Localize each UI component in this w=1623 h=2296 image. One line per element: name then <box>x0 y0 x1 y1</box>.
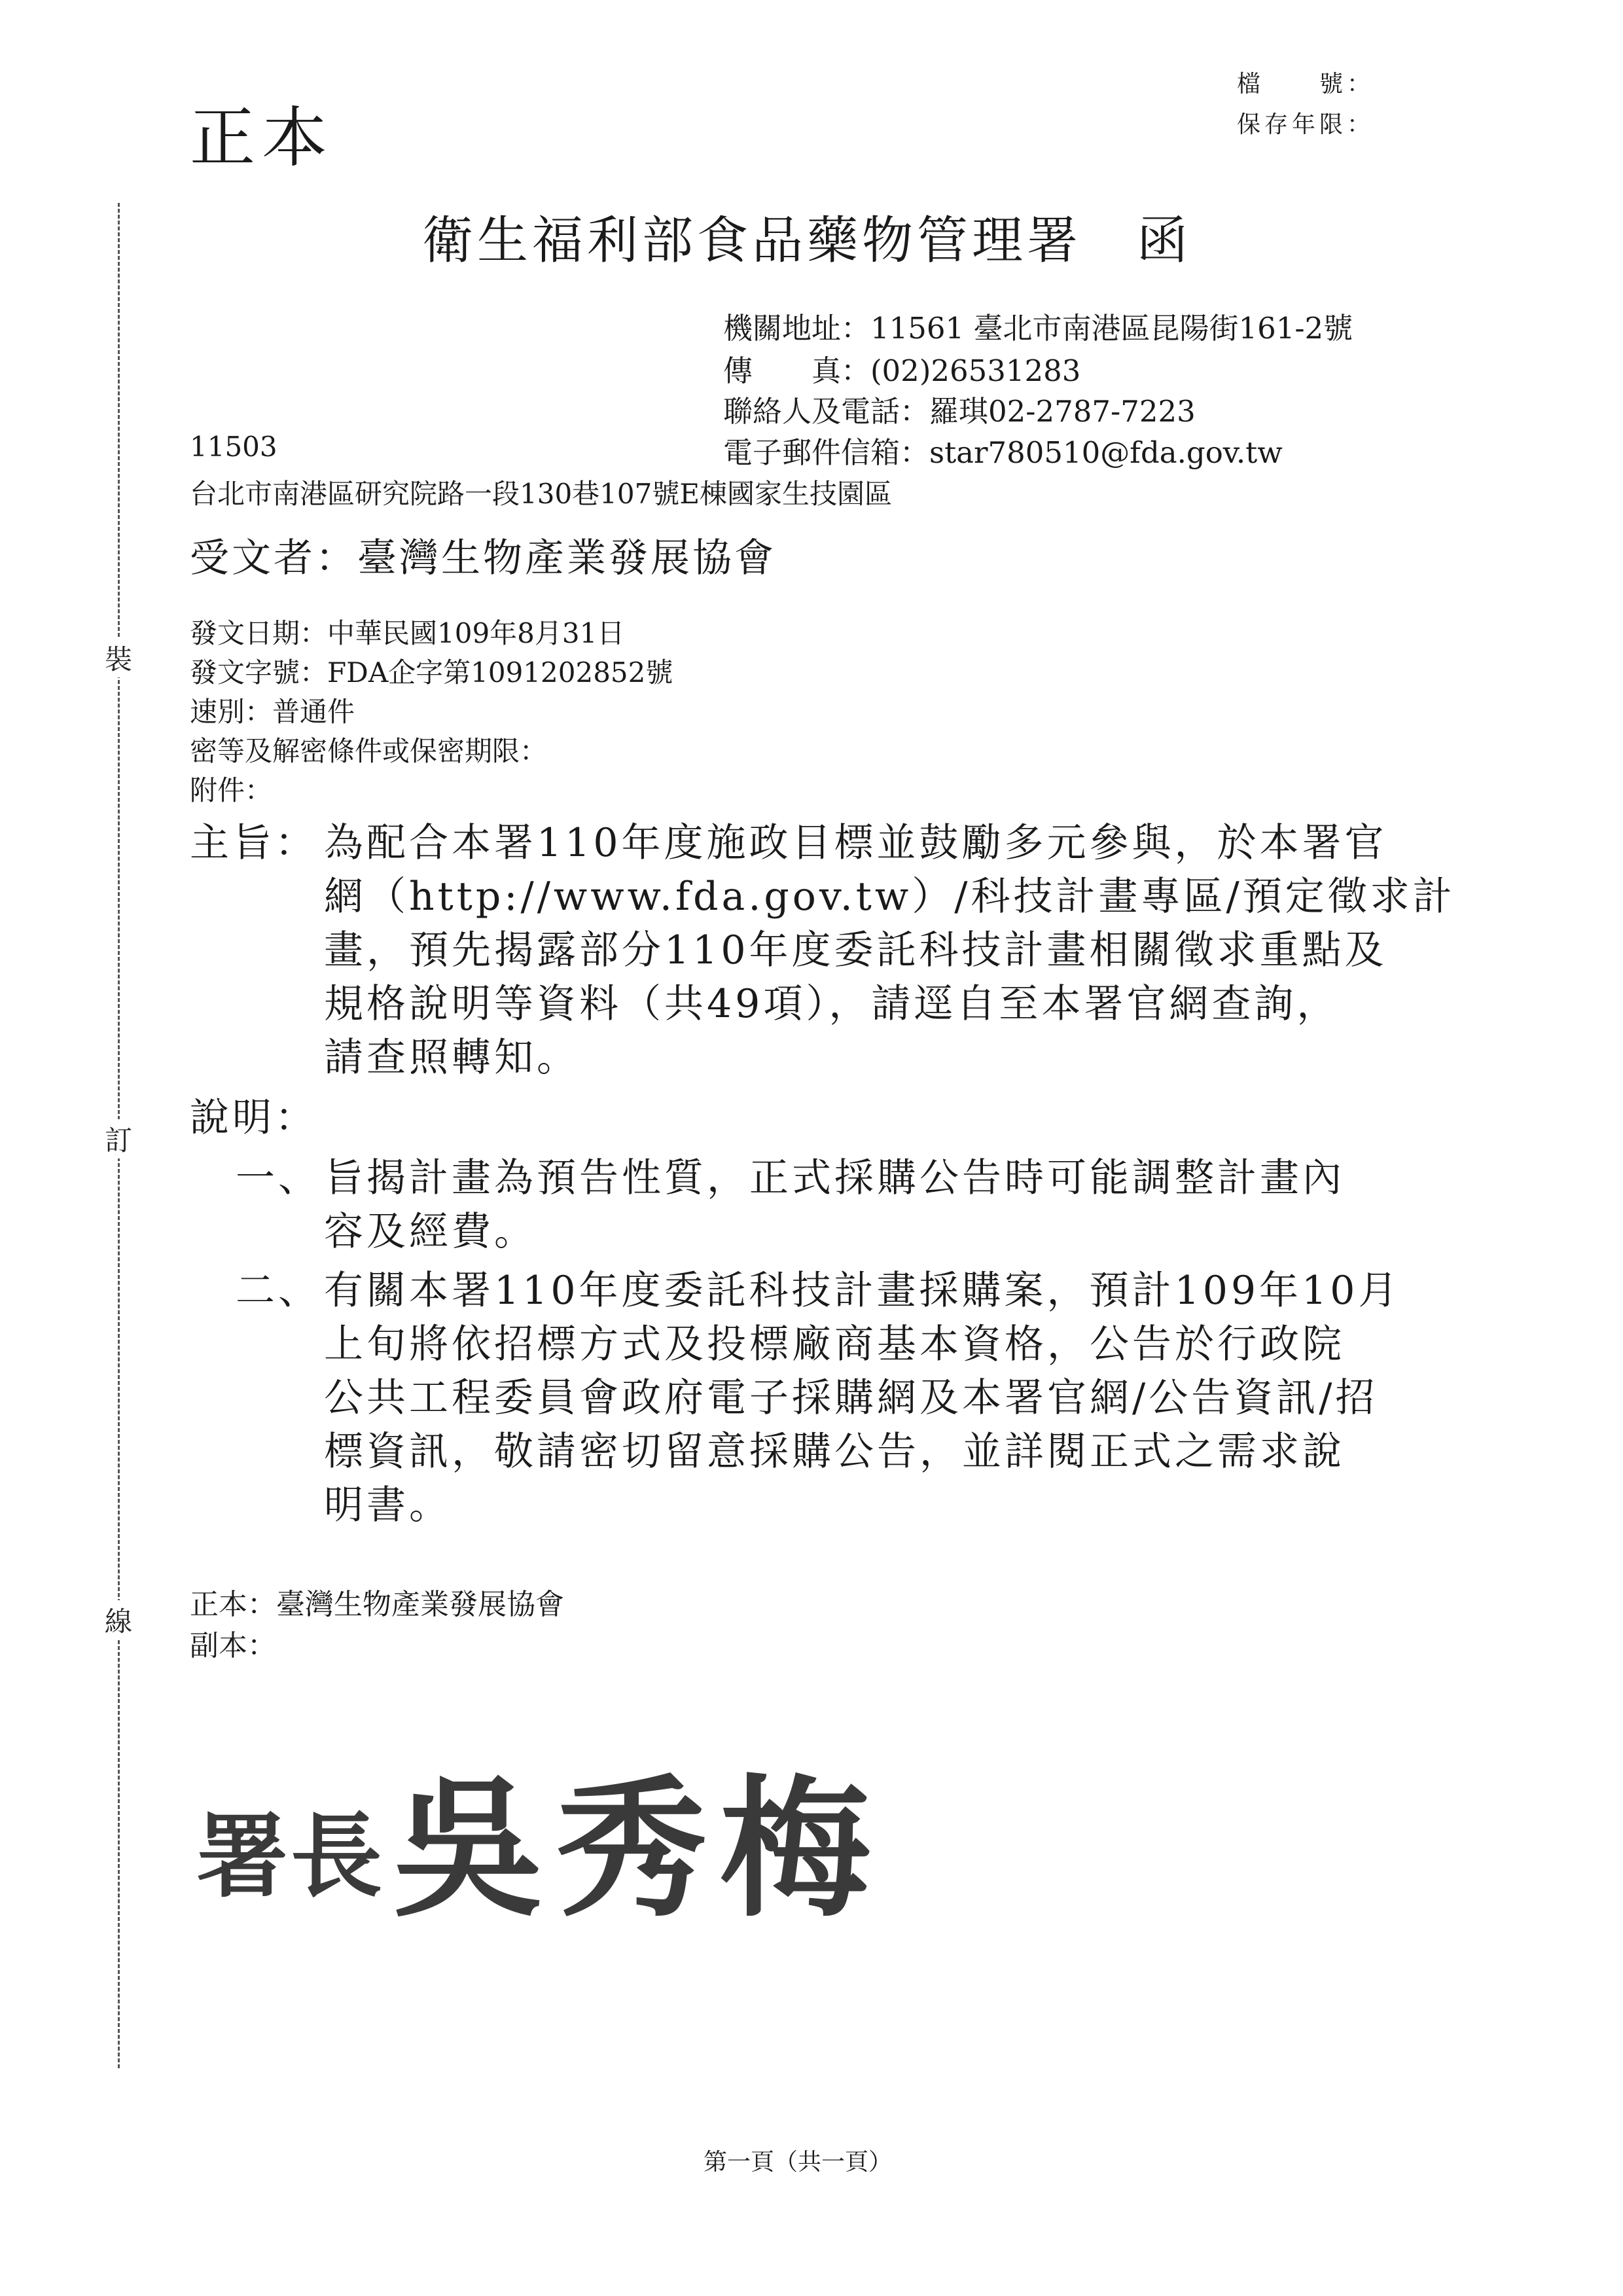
explanation-line: 容及經費。 <box>324 1209 537 1255</box>
explanation-label: 說明： <box>190 1095 317 1141</box>
document-number: 發文字號：FDA企字第1091202852號 <box>190 656 673 689</box>
explanation-line: 有關本署110年度委託科技計畫採購案，預計109年10月 <box>324 1268 1401 1314</box>
agency-contact: 聯絡人及電話：羅琪02-2787-7223 <box>723 394 1196 429</box>
director-signature-stamp <box>190 1754 910 1931</box>
signature-title: 署長 <box>196 1803 385 1910</box>
recipient-postcode: 11503 <box>190 431 277 463</box>
copy-recipient: 副本： <box>190 1629 276 1662</box>
subject-line: 請查照轉知。 <box>324 1035 579 1081</box>
document-title: 衛生福利部食品藥物管理署 函 <box>422 211 1192 270</box>
explanation-item-marker: 二、 <box>236 1268 321 1314</box>
delivery-speed: 速別：普通件 <box>190 696 355 728</box>
explanation-line: 上旬將依招標方式及投標廠商基本資格，公告於行政院 <box>324 1321 1345 1367</box>
agency-address: 機關地址：11561 臺北市南港區昆陽街161-2號 <box>723 311 1353 346</box>
subject-line: 網（http://www.fda.gov.tw）/科技計畫專區/預定徵求計 <box>324 874 1455 920</box>
confidentiality: 密等及解密條件或保密期限： <box>190 735 548 767</box>
explanation-item-marker: 一、 <box>236 1155 321 1201</box>
explanation-line: 標資訊，敬請密切留意採購公告，並詳閱正式之需求說 <box>324 1429 1345 1475</box>
original-recipient: 正本：臺灣生物產業發展協會 <box>190 1588 564 1621</box>
attachments: 附件： <box>190 774 273 806</box>
explanation-line: 旨揭計畫為預告性質，正式採購公告時可能調整計畫內 <box>324 1155 1345 1201</box>
page-number: 第一頁（共一頁） <box>704 2149 893 2176</box>
explanation-line: 公共工程委員會政府電子採購網及本署官網/公告資訊/招 <box>324 1375 1378 1421</box>
issue-date: 發文日期：中華民國109年8月31日 <box>190 617 625 649</box>
copy-mark: 正本 <box>190 99 334 176</box>
binding-mark-zhuang: 裝 <box>102 638 135 677</box>
subject-line: 為配合本署110年度施政目標並鼓勵多元參與，於本署官 <box>324 820 1387 866</box>
binding-mark-ding: 訂 <box>102 1119 135 1158</box>
subject-label: 主旨： <box>190 820 317 866</box>
binding-mark-xian: 線 <box>102 1600 135 1640</box>
explanation-line: 明書。 <box>324 1482 452 1528</box>
subject-line: 規格說明等資料（共49項），請逕自至本署官網查詢， <box>324 981 1340 1027</box>
subject-line: 畫，預先揭露部分110年度委託科技計畫相關徵求重點及 <box>324 927 1387 973</box>
signature-name: 吳秀梅 <box>393 1761 884 1931</box>
agency-fax: 傳 真：(02)26531283 <box>723 353 1081 388</box>
agency-email: 電子郵件信箱：star780510@fda.gov.tw <box>723 435 1283 470</box>
retention-period-label: 保存年限： <box>1237 111 1375 138</box>
file-number-label: 檔 號： <box>1237 71 1375 98</box>
recipient-address: 台北市南港區研究院路一段130巷107號E棟國家生技園區 <box>190 478 892 510</box>
recipient: 受文者：臺灣生物產業發展協會 <box>190 535 776 581</box>
